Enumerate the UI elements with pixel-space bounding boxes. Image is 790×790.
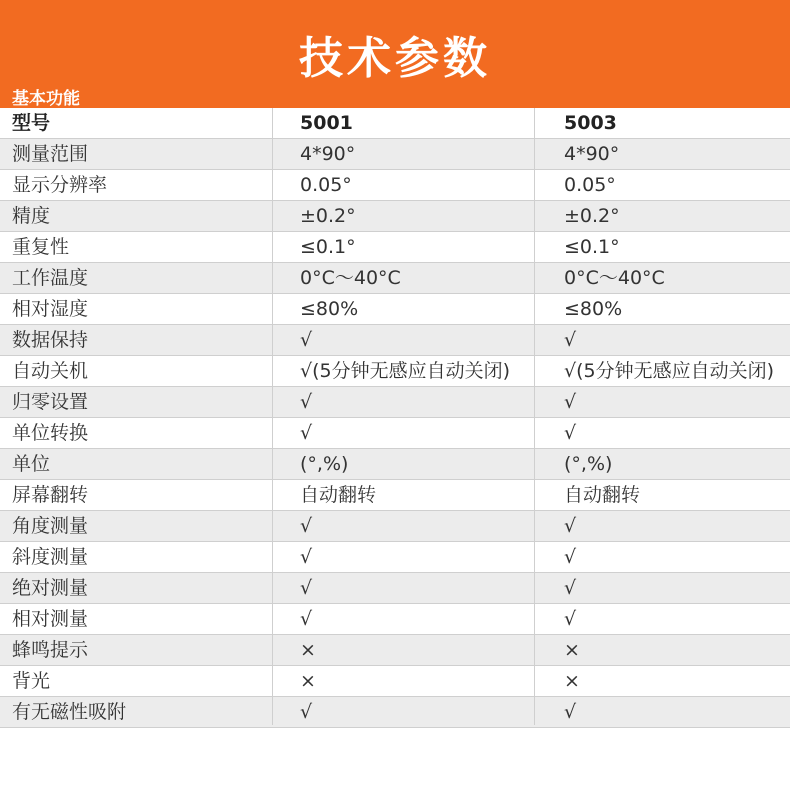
- row-value: (°,%): [564, 453, 613, 475]
- row-value: 0.05°: [564, 174, 616, 196]
- header-cell-5001: 5001: [300, 112, 353, 134]
- row-label: 数据保持: [12, 329, 89, 351]
- row-label: 绝对测量: [12, 577, 89, 599]
- row-value: √: [564, 546, 577, 568]
- row-label: 归零设置: [12, 391, 89, 413]
- row-value: 4*90°: [300, 143, 356, 165]
- row-value: √: [564, 577, 577, 599]
- table-row: [0, 263, 790, 294]
- row-value: ≤80%: [564, 298, 623, 320]
- row-value: √(5分钟无感应自动关闭): [300, 360, 511, 382]
- row-label: 显示分辨率: [12, 174, 108, 196]
- row-value: √: [300, 701, 313, 723]
- table-row: [0, 573, 790, 604]
- header-banner: [0, 0, 790, 108]
- row-value: √: [564, 608, 577, 630]
- row-value: √: [564, 515, 577, 537]
- row-value: 4*90°: [564, 143, 620, 165]
- row-label: 有无磁性吸附: [12, 701, 127, 723]
- table-row: [0, 139, 790, 170]
- table-row: [0, 170, 790, 201]
- table-header-row: [0, 108, 790, 139]
- table-row: [0, 294, 790, 325]
- row-value: √(5分钟无感应自动关闭): [564, 360, 775, 382]
- row-label: 斜度测量: [12, 546, 89, 568]
- row-label: 相对测量: [12, 608, 89, 630]
- row-value: 自动翻转: [564, 484, 641, 506]
- row-value: √: [564, 701, 577, 723]
- table-row: [0, 387, 790, 418]
- row-value: 0°C～40°C: [564, 267, 665, 289]
- row-value: √: [300, 608, 313, 630]
- row-label: 自动关机: [12, 360, 89, 382]
- row-label: 测量范围: [12, 143, 89, 165]
- page-title: 技术参数: [299, 33, 491, 84]
- row-value: √: [300, 546, 313, 568]
- row-value: 0°C～40°C: [300, 267, 401, 289]
- spec-table: [0, 108, 790, 728]
- row-value: ×: [300, 639, 316, 661]
- row-label: 工作温度: [12, 267, 89, 289]
- row-label: 蜂鸣提示: [12, 639, 89, 661]
- table-row: [0, 449, 790, 480]
- table-row: [0, 697, 790, 728]
- row-value: √: [564, 329, 577, 351]
- row-label: 角度测量: [12, 515, 89, 537]
- table-row: [0, 635, 790, 666]
- section-subtitle: 基本功能: [12, 89, 80, 109]
- row-value: (°,%): [300, 453, 349, 475]
- column-divider: [272, 108, 273, 725]
- row-value: ×: [300, 670, 316, 692]
- row-value: ×: [564, 639, 580, 661]
- row-value: ≤0.1°: [300, 236, 356, 258]
- table-row: [0, 542, 790, 573]
- header-cell-model: 型号: [12, 112, 51, 134]
- row-value: 自动翻转: [300, 484, 377, 506]
- row-label: 相对湿度: [12, 298, 89, 320]
- row-value: ±0.2°: [300, 205, 356, 227]
- row-label: 背光: [12, 670, 51, 692]
- column-divider: [534, 108, 535, 725]
- table-row: [0, 201, 790, 232]
- row-value: ≤80%: [300, 298, 359, 320]
- row-value: √: [564, 422, 577, 444]
- header-cell-5003: 5003: [564, 112, 617, 134]
- table-row: [0, 511, 790, 542]
- table-row: [0, 418, 790, 449]
- row-label: 屏幕翻转: [12, 484, 89, 506]
- table-row: [0, 356, 790, 387]
- row-value: √: [300, 422, 313, 444]
- row-label: 精度: [12, 205, 51, 227]
- row-value: √: [300, 329, 313, 351]
- row-value: √: [300, 391, 313, 413]
- row-label: 重复性: [12, 236, 70, 258]
- table-row: [0, 666, 790, 697]
- table-row: [0, 604, 790, 635]
- row-label: 单位转换: [12, 422, 89, 444]
- row-value: √: [300, 577, 313, 599]
- row-value: ±0.2°: [564, 205, 620, 227]
- row-label: 单位: [12, 453, 51, 475]
- table-row: [0, 480, 790, 511]
- row-value: 0.05°: [300, 174, 352, 196]
- row-value: √: [564, 391, 577, 413]
- table-row: [0, 325, 790, 356]
- table-row: [0, 232, 790, 263]
- row-value: √: [300, 515, 313, 537]
- row-value: ×: [564, 670, 580, 692]
- row-value: ≤0.1°: [564, 236, 620, 258]
